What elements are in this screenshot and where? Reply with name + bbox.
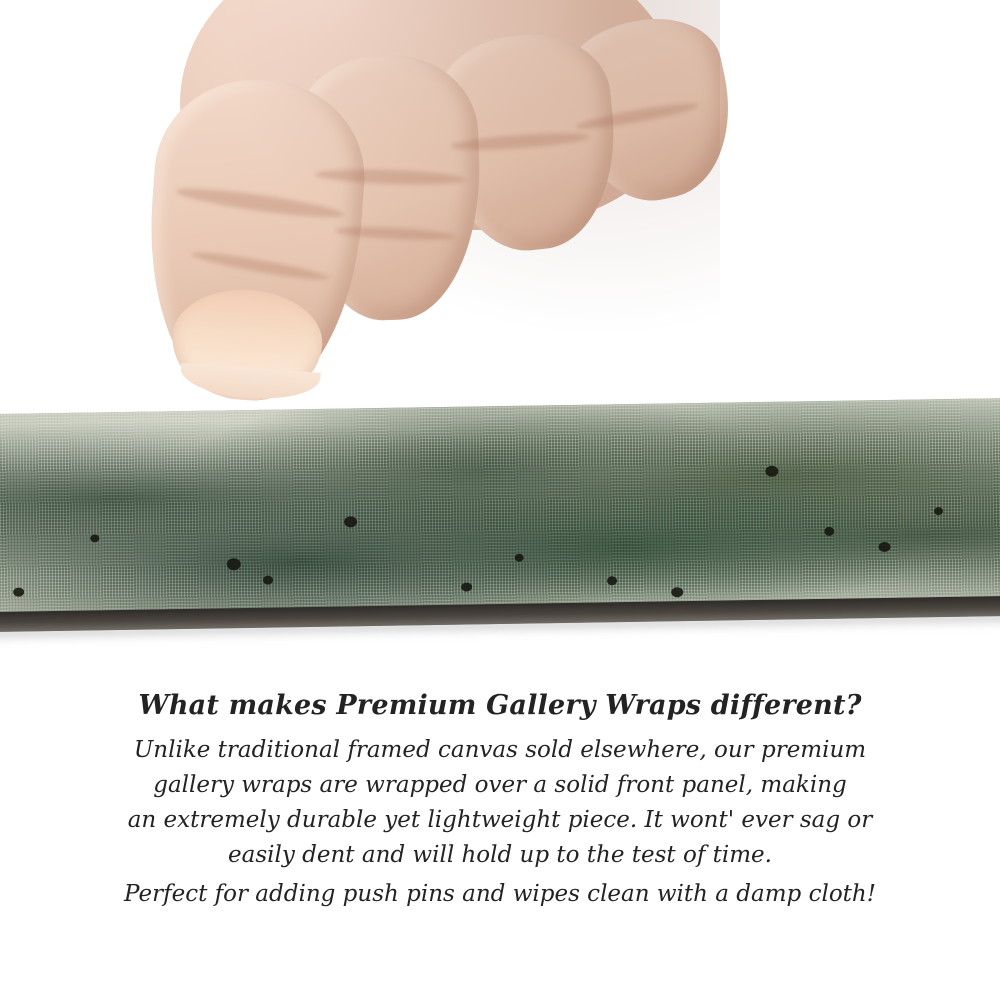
canvas-weave-texture: [0, 398, 1000, 632]
caption-line: easily dent and will hold up to the test of time.: [228, 842, 772, 868]
canvas-speck: [90, 534, 99, 542]
caption-heading: What makes Premium Gallery Wraps different?: [138, 690, 862, 721]
canvas-speck: [934, 507, 943, 515]
caption-line: an extremely durable yet lightweight piece. It wont' ever sag or: [127, 807, 873, 833]
caption-line: Perfect for adding push pins and wipes clean with a damp cloth!: [124, 881, 876, 907]
canvas-speck: [607, 576, 617, 585]
canvas-print-edge: [0, 398, 1000, 632]
marketing-caption: [0, 690, 1000, 912]
caption-line: gallery wraps are wrapped over a solid front panel, making: [153, 772, 847, 798]
canvas-speck: [263, 576, 273, 585]
caption-line: Unlike traditional framed canvas sold elsewhere, our premium: [133, 737, 867, 763]
hand-illustration: [120, 0, 720, 430]
